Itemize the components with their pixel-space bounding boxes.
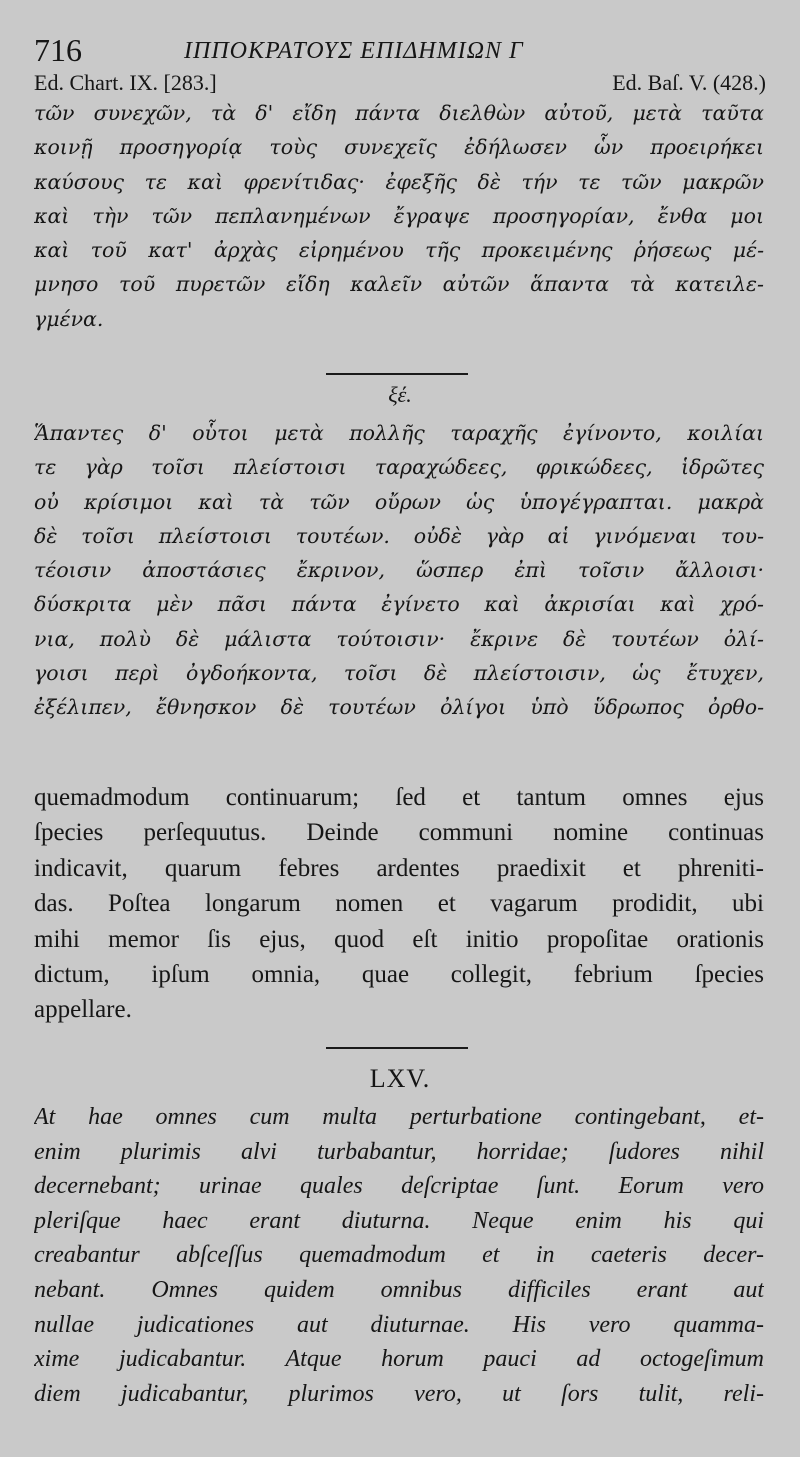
text-line: γοισι περὶ ὀγδοήκοντα, τοῖσι δὲ πλείστοισιν, ὡς ἔτυχεν,	[34, 661, 764, 686]
text-line: decernebant; urinae quales deſcriptae ſunt. Eorum vero	[34, 1173, 764, 1200]
text-line: ἐξέλιπεν, ἔθνησκον δὲ τουτέων ὀλίγοι ὑπὸ ὕδρωπος ὀρθο-	[34, 695, 764, 720]
section-divider	[326, 373, 468, 375]
section-divider	[326, 1047, 468, 1049]
text-line: creabantur abſceſſus quemadmodum et in caeteris decer-	[34, 1242, 764, 1269]
text-line: γμένα.	[34, 306, 104, 331]
text-line: τέοισιν ἀποστάσιες ἔκρινον, ὥσπερ ἐπὶ τοῖσιν ἄλλοισι·	[34, 558, 764, 583]
text-line: diem judicabantur, plurimos vero, ut ſors tulit, reli-	[34, 1380, 764, 1407]
text-line: mihi memor ſis ejus, quod eſt initio propoſitae orationis	[34, 925, 764, 953]
text-line: appellare.	[34, 996, 132, 1024]
text-line: indicavit, quarum febres ardentes praedixit et phreniti-	[34, 854, 764, 882]
text-line: pleriſque haec erant diuturna. Neque enim his qui	[34, 1207, 764, 1234]
latin-section-text	[34, 1100, 764, 1411]
text-line: Ἅπαντες δ' οὗτοι μετὰ πολλῆς ταραχῆς ἐγίνοντο, κοιλίαι	[34, 421, 764, 445]
text-line: nebant. Omnes quidem omnibus difficiles erant aut	[34, 1276, 764, 1303]
text-line: δύσκριτα μὲν πᾶσι πάντα ἐγίνετο καὶ ἀκρισίαι καὶ χρό-	[34, 592, 764, 617]
page-number: 716	[34, 32, 82, 68]
text-line: At hae omnes cum multa perturbatione contingebant, et-	[34, 1104, 764, 1130]
greek-section-number: ξέ.	[388, 382, 412, 407]
text-line: δὲ τοῖσι πλείστοισι τουτέων. οὐδὲ γὰρ αἱ γινόμεναι του-	[34, 523, 764, 548]
text-line: ſpecies perſequutus. Deinde communi nomine continuas	[34, 819, 764, 847]
text-line: οὐ κρίσιμοι καὶ τὰ τῶν οὔρων ὡς ὑπογέγραπται. μακρὰ	[34, 489, 764, 514]
text-line: καὶ τοῦ κατ' ἀρχὰς εἰρημένου τῆς προκειμένης ῥήσεως μέ-	[34, 238, 764, 263]
text-line: das. Poſtea longarum nomen et vagarum prodidit, ubi	[34, 890, 764, 918]
text-line: καύσους τε καὶ φρενίτιδας· ἐφεξῆς δὲ τήν τε τῶν μακρῶν	[34, 169, 764, 194]
greek-section-text	[34, 416, 764, 725]
text-line: κοινῇ προσηγορίᾳ τοὺς συνεχεῖς ἐδήλωσεν ὧν προειρήκει	[34, 135, 764, 160]
text-line: dictum, ipſum omnia, quae collegit, febrium ſpecies	[34, 961, 764, 989]
text-line: xime judicabantur. Atque horum pauci ad octogeſimum	[34, 1346, 764, 1373]
text-line: enim plurimis alvi turbabantur, horridae; ſudores nihil	[34, 1138, 764, 1165]
text-line: μνησο τοῦ πυρετῶν εἴδη καλεῖν αὐτῶν ἅπαντα τὰ κατειλε-	[34, 272, 764, 297]
text-line: quemadmodum continuarum; ſed et tantum omnes ejus	[34, 784, 764, 811]
text-line: νια, πολὺ δὲ μάλιστα τούτοισιν· ἔκρινε δὲ τουτέων ὀλί-	[34, 626, 764, 651]
text-line: τε γὰρ τοῖσι πλείστοισι ταραχώδεες, φρικώδεες, ἱδρῶτες	[34, 455, 764, 480]
greek-commentary-continuation	[34, 96, 764, 336]
edition-chart-reference: Ed. Chart. IX. [283.]	[34, 70, 217, 95]
text-line: τῶν συνεχῶν, τὰ δ' εἴδη πάντα διελθὼν αὐτοῦ, μετὰ ταῦτα	[34, 101, 764, 125]
latin-section-number: LXV.	[369, 1064, 431, 1093]
page-header	[34, 28, 766, 72]
edition-basel-reference: Ed. Baſ. V. (428.)	[612, 70, 766, 95]
text-line: nullae judicationes aut diuturnae. His vero quamma-	[34, 1311, 764, 1338]
latin-commentary-continuation	[34, 780, 764, 1028]
text-line: καὶ τὴν τῶν πεπλανημένων ἔγραψε προσηγορίαν, ἔνθα μοι	[34, 203, 764, 228]
running-title: ΙΠΠΟΚΡΑΤΟΥΣ ΕΠΙΔΗΜΙΩΝ Γ	[184, 38, 524, 64]
